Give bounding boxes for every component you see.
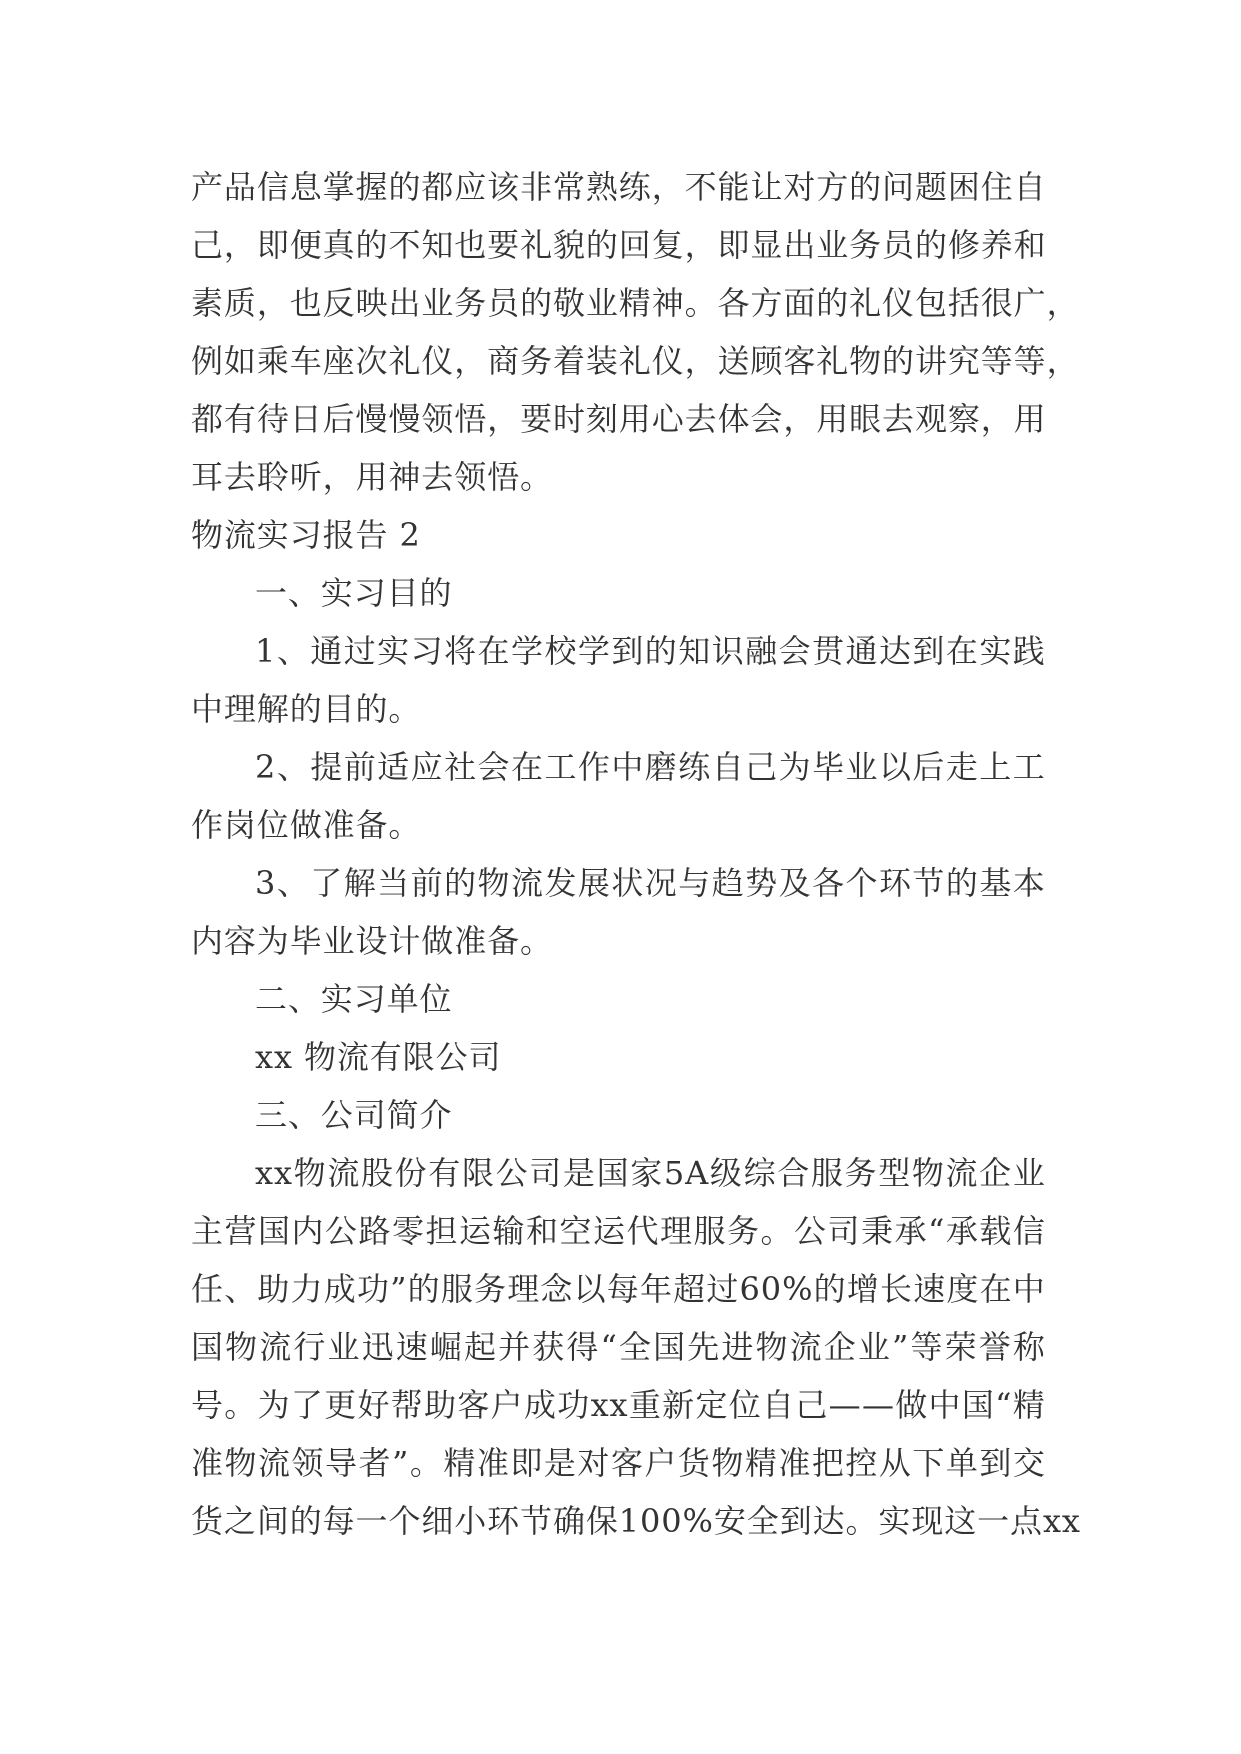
- text-line: 货 之 间 的 每 一 个 细 小 环 节 确 保 100% 安 全 到 达 。 实 现 这 一 点 xx: [191, 1502, 1081, 1540]
- text-line: 2 、 提 前 适 应 社 会 在 工 作 中 磨 练 自 己 为 毕 业 以 后 走 上 工: [255, 748, 1046, 786]
- text-line: 1 、 通 过 实 习 将 在 学 校 学 到 的 知 识 融 会 贯 通 达 到 在 实 践: [255, 632, 1046, 670]
- text-line: 任 、 助 力 成 功 ” 的 服 务 理 念 以 每 年 超 过 60% 的 增 长 速 度 在 中: [191, 1270, 1046, 1308]
- text-line: 三、公司简介: [255, 1096, 453, 1134]
- text-line: 素 质 ， 也 反 映 出 业 务 员 的 敬 业 精 神 。 各 方 面 的 礼 仪 包 括 很 广 ，: [191, 284, 1080, 322]
- text-line: 国 物 流 行 业 迅 速 崛 起 并 获 得 “ 全 国 先 进 物 流 企 业 ” 等 荣 誉 称: [191, 1328, 1046, 1366]
- text-line: 准 物 流 领 导 者 ” 。 精 准 即 是 对 客 户 货 物 精 准 把 控 从 下 单 到 交: [191, 1444, 1046, 1482]
- text-line: xx 物 流 股 份 有 限 公 司 是 国 家 5A 级 综 合 服 务 型 物 流 企 业: [255, 1154, 1046, 1192]
- text-line: 主 营 国 内 公 路 零 担 运 输 和 空 运 代 理 服 务 。 公 司 秉 承 “ 承 载 信: [191, 1212, 1046, 1250]
- text-line: 物流实习报告 2: [191, 516, 421, 554]
- text-line: 号 。 为 了 更 好 帮 助 客 户 成 功 xx 重 新 定 位 自 己 — — 做 中 国 “ 精: [191, 1386, 1046, 1424]
- text-line: 例 如 乘 车 座 次 礼 仪 ， 商 务 着 装 礼 仪 ， 送 顾 客 礼 物 的 讲 究 等 等 ，: [191, 342, 1080, 380]
- text-line: 产 品 信 息 掌 握 的 都 应 该 非 常 熟 练 ， 不 能 让 对 方 的 问 题 困 住 自: [191, 168, 1047, 206]
- text-line: 都 有 待 日 后 慢 慢 领 悟 ， 要 时 刻 用 心 去 体 会 ， 用 眼 去 观 察 ， 用: [191, 400, 1047, 438]
- text-line: 二、实习单位: [255, 980, 453, 1018]
- text-line: 耳去聆听，用神去领悟。: [191, 458, 553, 496]
- text-line: xx 物流有限公司: [255, 1038, 502, 1076]
- text-line: 一、实习目的: [255, 574, 453, 612]
- text-line: 己 ， 即 便 真 的 不 知 也 要 礼 貌 的 回 复 ， 即 显 出 业 务 员 的 修 养 和: [191, 226, 1047, 264]
- text-line: 作岗位做准备。: [191, 806, 422, 844]
- text-line: 3 、 了 解 当 前 的 物 流 发 展 状 况 与 趋 势 及 各 个 环 节 的 基 本: [255, 864, 1046, 902]
- document-body: [191, 158, 1081, 1550]
- text-line: 中理解的目的。: [191, 690, 422, 728]
- text-line: 内容为毕业设计做准备。: [191, 922, 553, 960]
